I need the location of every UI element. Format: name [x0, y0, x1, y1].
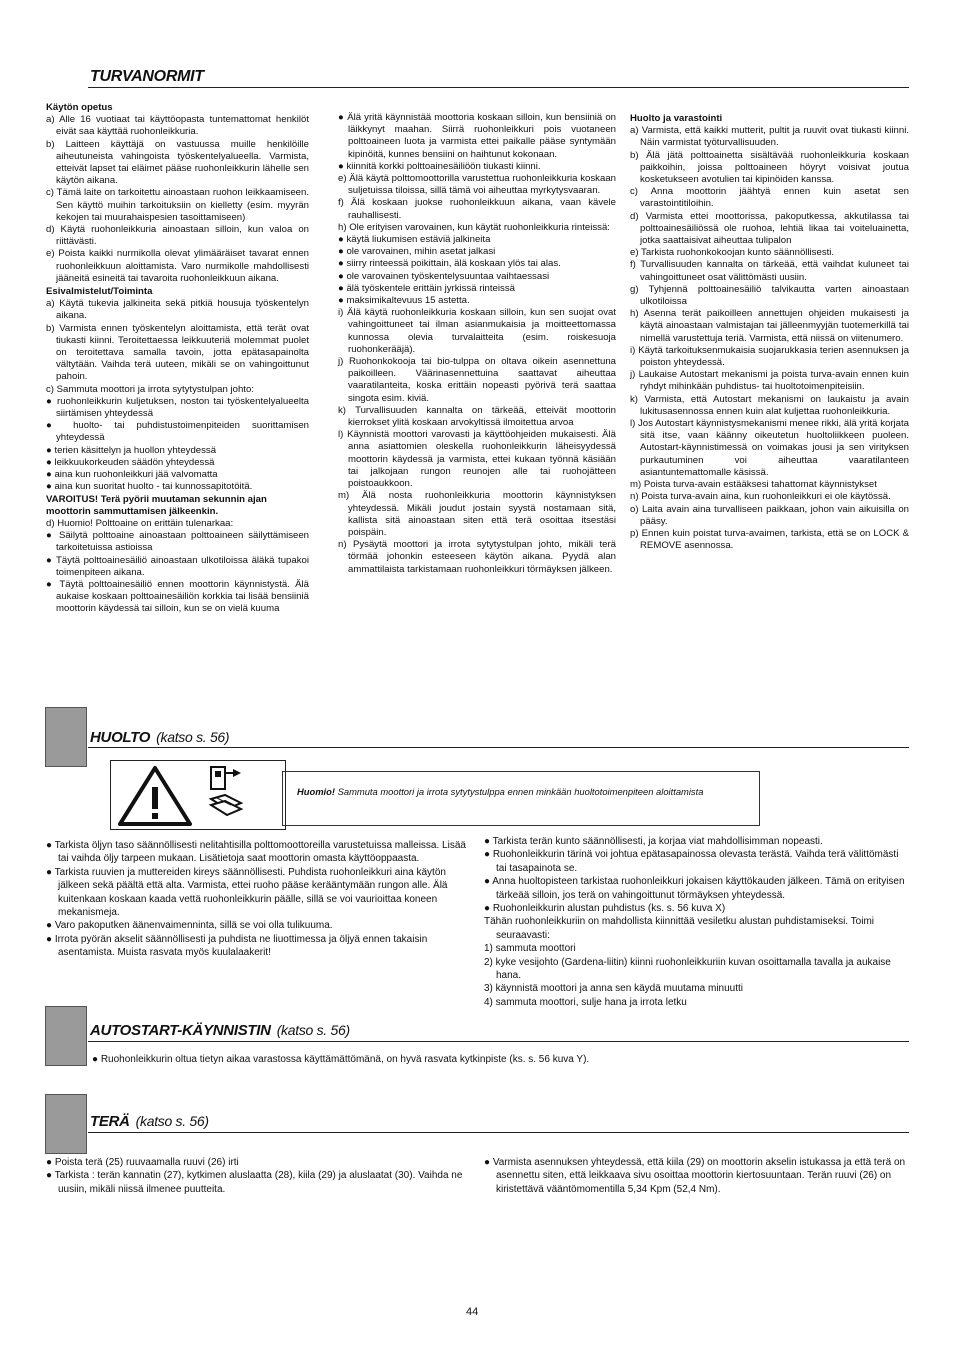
subheading: Esivalmistelut/Toiminta	[46, 286, 153, 298]
list-item: h) Asenna terät paikoilleen annettujen ohjeiden mukaisesti ja käytä ainoastaan valmistajan tai jälleenmyyjän tuotemerkillä tai nimellä varustettuja teriä. Varmista, että niissä on viitenumero.	[630, 308, 909, 344]
notice-label: Huomio!	[297, 786, 336, 797]
list-item: e) Tarkista ruohonkokoojan kunto säännöllisesti.	[630, 247, 835, 259]
notice-text: Sammuta moottori ja irrota sytytystulppa ennen minkään huoltotoimenpiteen aloittamista	[337, 786, 704, 797]
list-item: k) Turvallisuuden kannalta on tärkeää, etteivät moottorin kierrokset ylitä koskaan arvokyltissä ilmoitettua arvoa	[338, 404, 616, 429]
list-item: b) Varmista ennen työskentelyn aloittamista, että terät ovat tiukasti kiinni. Teroitettaessa leikkuuteriä molemmat puolet on teroitettava samalla tavoin, jotta epätasapainolta vältytään. Vaihda terä uuteen, mikäli se on vahingoittunut pahoin.	[46, 322, 309, 383]
list-item: ● Älä yritä käynnistää moottoria koskaan silloin, kun bensiiniä on läikkynyt maahan. Siirrä ruohonleikkuri pois vuotaneen polttoaineen luota ja varmista ettei paikalle pääse syntymään kipinöitä, kunnes bensiini on haihtunut kokonaan.	[338, 112, 616, 160]
list-item: ● Anna huoltopisteen tarkistaa ruohonleikkuri jokaisen käyttökauden jälkeen. Tämä on erityisen tärkeää silloin, jos terä on vahingoittunut törmäyksen yhteydessä.	[484, 876, 905, 901]
list-item: ● Varo pakoputken äänenvaimenninta, sillä se voi olla tulikuuma.	[46, 920, 333, 932]
list-item: a) Alle 16 vuotiaat tai käyttöopasta tuntemattomat henkilöt eivät saa käyttää ruohonleikkuria.	[46, 114, 309, 138]
list-item: c) Tämä laite on tarkoitettu ainoastaan ruohon leikkaamiseen. Sen käyttö muihin tarkoituksiin on kielletty (esim. myyrän kekojen tai muurahaispesien tasoittamiseen)	[46, 187, 309, 223]
warning-triangle-icon	[111, 761, 285, 829]
list-item: j) Laukaise Autostart mekanismi ja poista turva-avain ennen kuin ryhdyt mihinkään puhdistus- tai huoltotoimenpiteisiin.	[630, 369, 909, 393]
list-item: ● Ruohonleikkurin alustan puhdistus (ks. s. 56 kuva X)	[484, 903, 726, 915]
list-item: l) Käynnistä moottori varovasti ja käyttöohjeiden mukaisesti. Älä anna asiattomien oleskella ruohonleikkurin läheisyydessä moottorin käydessä ja varmista, ettei kukaan työnnä käsiään tai jalkojaan rungon reunojen alle tai ruohojätteen poistoaukkoon.	[338, 429, 616, 490]
list-item: m) Poista turva-avain estääksesi tahattomat käynnistykset	[630, 479, 877, 491]
list-item: 2) kyke vesijohto (Gardena-liitin) kiinni ruohonleikkuriin kuvan osoittamalla tavalla ja aukaise hana.	[484, 956, 891, 982]
section-rule-autostart	[88, 1041, 909, 1042]
notice-box	[282, 771, 760, 826]
list-item: Tähän ruohonleikkuriin on mahdollista kiinnittää vesiletku alustan puhdistamiseksi. Toimi seuraavasti:	[484, 916, 875, 941]
list-item: 4) sammuta moottori, sulje hana ja irrota letku	[484, 996, 687, 1008]
list-item: n) Pysäytä moottori ja irrota sytytystulpan johto, mikäli terä törmää johonkin esteeseen käytön aikana. Pyydä alan ammattilaista tarkistamaan ruohonleikkuri törmäyksen jälkeen.	[338, 539, 616, 575]
list-item: ● leikkuukorkeuden säädön yhteydessä	[46, 456, 215, 468]
warning-icon-box	[110, 760, 286, 830]
list-item: ● Tarkista ruuvien ja muttereiden kireys säännöllisesti. Puhdista ruohonleikkuri aina käytön jälkeen sekä päältä että alta. Varmista, ettei ruoho pääse kerääntymään rungon alle. Älä kuitenkaan koskaan kaada vettä ruohonleikkurin päälle, sillä se voi vaurioittaa koneen mekanismeja.	[46, 866, 448, 919]
list-item: i) Älä käytä ruohonleikkuria koskaan silloin, kun sen suojat ovat vahingoittuneet tai ilman asianmukaisia ja moitteettomassa kunnossa olevia turvalaitteita (esim. roiskesuoja ruohonkerääjä).	[338, 307, 616, 355]
list-item: a) Käytä tukevia jalkineita sekä pitkiä housuja työskentelyn aikana.	[46, 298, 309, 322]
list-item: ● siirry rinteessä poikittain, älä koskaan ylös tai alas.	[338, 258, 561, 270]
list-item: c) Anna moottorin jäähtyä ennen kuin asetat sen varastointitiloihin.	[630, 186, 909, 210]
list-item: d) Varmista ettei moottorissa, pakoputkessa, akkutilassa tai polttoainesäiliössä ole ruohoa, lehtiä likaa tai voiteluainetta, jotka saattaisivat aiheuttaa tulipalon	[630, 210, 909, 247]
section-marker-huolto	[45, 707, 87, 767]
list-item: d) Käytä ruohonleikkuria ainoastaan silloin, kun valoa on riittävästi.	[46, 224, 309, 248]
huolto-right-column	[484, 835, 909, 1009]
list-item: d) Huomio! Polttoaine on erittäin tulenarkaa:	[46, 517, 234, 529]
list-item: o) Laita avain aina turvalliseen paikkaan, johon vain aikuisilla on pääsy.	[630, 503, 909, 527]
section-title-huolto: HUOLTO (katso s. 56)	[90, 729, 230, 746]
page-title: TURVANORMIT	[90, 68, 204, 85]
list-item: ● käytä liukumisen estäviä jalkineita	[338, 234, 491, 246]
subheading: Käytön opetus	[46, 102, 113, 113]
list-item: f) Turvallisuuden kannalta on tärkeää, että vaihdat kuluneet tai vahingoittuneet osat välittömästi uusiin.	[630, 259, 909, 283]
list-item: ● kiinnitä korkki polttoainesäiliöön tiukasti kiinni.	[338, 160, 541, 172]
list-item: a) Varmista, että kaikki mutterit, pultit ja ruuvit ovat tiukasti kiinni. Näin varmistat työturvallisuuden.	[630, 125, 909, 149]
column-maintenance-storage	[630, 112, 909, 552]
list-item: b) Älä jätä polttoainetta sisältävää ruohonleikkuria koskaan paikkoihin, joissa polttoaineen höyryt voisivat joutua kosketukseen avotulien tai kipinöiden kanssa.	[630, 149, 909, 186]
section-rule-huolto	[88, 747, 909, 748]
section-title-autostart: AUTOSTART-KÄYNNISTIN (katso s. 56)	[90, 1022, 350, 1039]
list-item: j) Ruohonkokooja tai bio-tulppa on oltava oikein asennettuna paikoilleen. Väärinasennettuina saattavat aiheuttaa vaaratilanteita, koska erittäin nopeasti pyörivä terä saattaa singota esim. kiviä.	[338, 356, 616, 404]
list-item: ● Säilytä polttoaine ainoastaan polttoaineen säilyttämiseen tarkoitetuissa astioissa	[46, 530, 309, 554]
list-item: ● terien käsittelyn ja huollon yhteydessä	[46, 444, 217, 456]
list-item: ● Poista terä (25) ruuvaamalla ruuvi (26) irti	[46, 1157, 239, 1168]
list-item: b) Laitteen käyttäjä on vastuussa muille henkilöille aiheutuneista vahingoista työskentelyalueella. Varmista, etteivät lapset tai eläimet pääse ruohonleikkurin lähelle sen käytön aikana.	[46, 138, 309, 187]
list-item: l) Jos Autostart käynnistysmekanismi menee rikki, älä yritä korjata sitä itse, vaan käänny oikeutetun huoltoliikkeen puoleen. Autostart-käynnistimessä on voimakas jousi ja sen virityksen purkautuminen voi aiheuttaa vaaratilanteen asiantuntemattomalle käsissä.	[630, 418, 909, 478]
list-item: ● aina kun ruohonleikkuri jää valvomatta	[46, 469, 218, 481]
list-item: f) Älä koskaan juokse ruohonleikkuun aikana, vaan kävele rauhallisesti.	[338, 197, 616, 221]
list-item: g) Tyhjennä polttoainesäiliö talvikautta varten ainoastaan ulkotiloissa	[630, 283, 909, 308]
list-item: ● Ruohonleikkurin tärinä voi johtua epätasapainossa olevasta terästä. Vaihda terä välittömästi tai tasapainota se.	[484, 849, 899, 874]
list-item: p) Ennen kuin poistat turva-avaimen, tarkista, että se on LOCK & REMOVE asennossa.	[630, 527, 909, 552]
list-item: ● Tarkista terän kunto säännöllisesti, ja korjaa viat mahdollisimman nopeasti.	[484, 836, 823, 847]
list-item: ● Tarkista : terän kannatin (27), kytkimen aluslaatta (28), kiila (29) ja aluslaatat (30). Vaihda ne uusiin, mikäli niissä ilmenee puutteita.	[46, 1170, 463, 1195]
column-operation	[338, 112, 616, 576]
list-item: ● ole varovainen työskentelysuuntaa vaihtaessasi	[338, 270, 550, 282]
tera-left-column	[46, 1156, 470, 1196]
section-marker-autostart	[45, 1006, 87, 1066]
subheading: Huolto ja varastointi	[630, 113, 723, 124]
list-item: h) Ole erityisen varovainen, kun käytät ruohonleikkuria rinteissä:	[338, 221, 610, 233]
list-item: ● ole varovainen, mihin asetat jalkasi	[338, 246, 496, 258]
list-item: ● huolto- tai puhdistustoimenpiteiden suorittamisen yhteydessä	[46, 420, 309, 444]
column-usage	[46, 101, 309, 616]
header-rule	[88, 87, 909, 88]
tera-right-column	[484, 1156, 909, 1196]
list-item: ● Irrota pyörän akselit säännöllisesti ja puhdista ne liuottimessa ja öljyä ennen takaisin asentamista. Muista rasvata myös kuulalaakerit!	[46, 933, 428, 959]
list-item: e) Poista kaikki nurmikolla olevat ylimääräiset tavarat ennen ruohonleikkuun aloittamista. Varo nurmikolle mahdollisesti jääneitä esineitä tai tavaroita ruohonleikkuun aikana.	[46, 248, 309, 284]
list-item: c) Sammuta moottori ja irrota sytytystulpan johto:	[46, 383, 254, 395]
list-item: n) Poista turva-avain aina, kun ruohonleikkuri ei ole käytössä.	[630, 491, 891, 503]
list-item: ● ruohonleikkurin kuljetuksen, noston tai työskentelyalueelta siirtämisen yhteydessä	[46, 395, 309, 420]
section-marker-tera	[45, 1094, 87, 1154]
list-item: ● Täytä polttoainesäiliö ennen moottorin käynnistystä. Älä aukaise koskaan polttoainesäiliön korkkia tai lisää bensiiniä moottorin käydessä tai silloin, kun se on vielä kuuma	[46, 578, 309, 615]
autostart-text: ● Ruohonleikkurin oltua tietyn aikaa varastossa käyttämättömänä, on hyvä rasvata kytkinpiste (ks. s. 56 kuva Y).	[92, 1054, 590, 1065]
list-item: ● älä työskentele erittäin jyrkissä rinteissä	[338, 282, 515, 294]
section-title-tera: TERÄ (katso s. 56)	[90, 1113, 209, 1130]
list-item: ● Varmista asennuksen yhteydessä, että kiila (29) on moottorin akselin istukassa ja että terä on asennettu siten, että leikkaava sivu osoittaa moottorin kiertosuuntaan. Terän ruuvi (26) on kiristettävä vääntömomentilla 5,34 Kpm (52,4 Nm).	[484, 1157, 906, 1195]
section-rule-tera	[88, 1132, 909, 1133]
list-item: i) Käytä tarkoituksenmukaisia suojarukkasia terien asennuksen ja poiston yhteydessä.	[630, 344, 909, 369]
page-number: 44	[466, 1306, 479, 1318]
list-item: 1) sammuta moottori	[484, 943, 576, 955]
list-item: ● Täytä polttoainesäiliö ainoastaan ulkotiloissa äläkä tupakoi toimenpiteen aikana.	[46, 554, 309, 578]
huolto-left-column	[46, 839, 470, 960]
manual-book-icon	[207, 765, 247, 825]
list-item: e) Älä käytä polttomoottorilla varustettua ruohonleikkuria koskaan suljetuissa tiloissa, sillä tämä voi aiheuttaa myrkytysvaaran.	[338, 173, 616, 197]
list-item: k) Varmista, että Autostart mekanismi on laukaistu ja avain lukitusasennossa ennen kuin alat kuljettaa ruohonleikkuria.	[630, 393, 909, 417]
list-item: ● aina kun suoritat huolto - tai kunnossapitotöitä.	[46, 481, 253, 493]
warning-text: VAROITUS! Terä pyörii muutaman sekunnin ajan moottorin sammuttamisen jälkeenkin.	[46, 493, 267, 517]
list-item: m) Älä nosta ruohonleikkuria moottorin käynnistyksen yhteydessä. Mikäli joudut jostain syystä nostamaan sitä, kallista sitä ainoastaan siten että terä osoittaa itsestäsi poispäin.	[338, 490, 616, 538]
list-item: 3) käynnistä moottori ja anna sen käydä muutama minuutti	[484, 983, 744, 995]
list-item: ● Tarkista öljyn taso säännöllisesti nelitahtisilla polttomoottoreilla varustetuissa malleissa. Lisää tai vaihda öljy tarpeen mukaan. Lisätietoja saat moottorin omasta käyttöoppaasta.	[46, 840, 466, 865]
list-item: ● maksimikaltevuus 15 astetta.	[338, 295, 470, 307]
